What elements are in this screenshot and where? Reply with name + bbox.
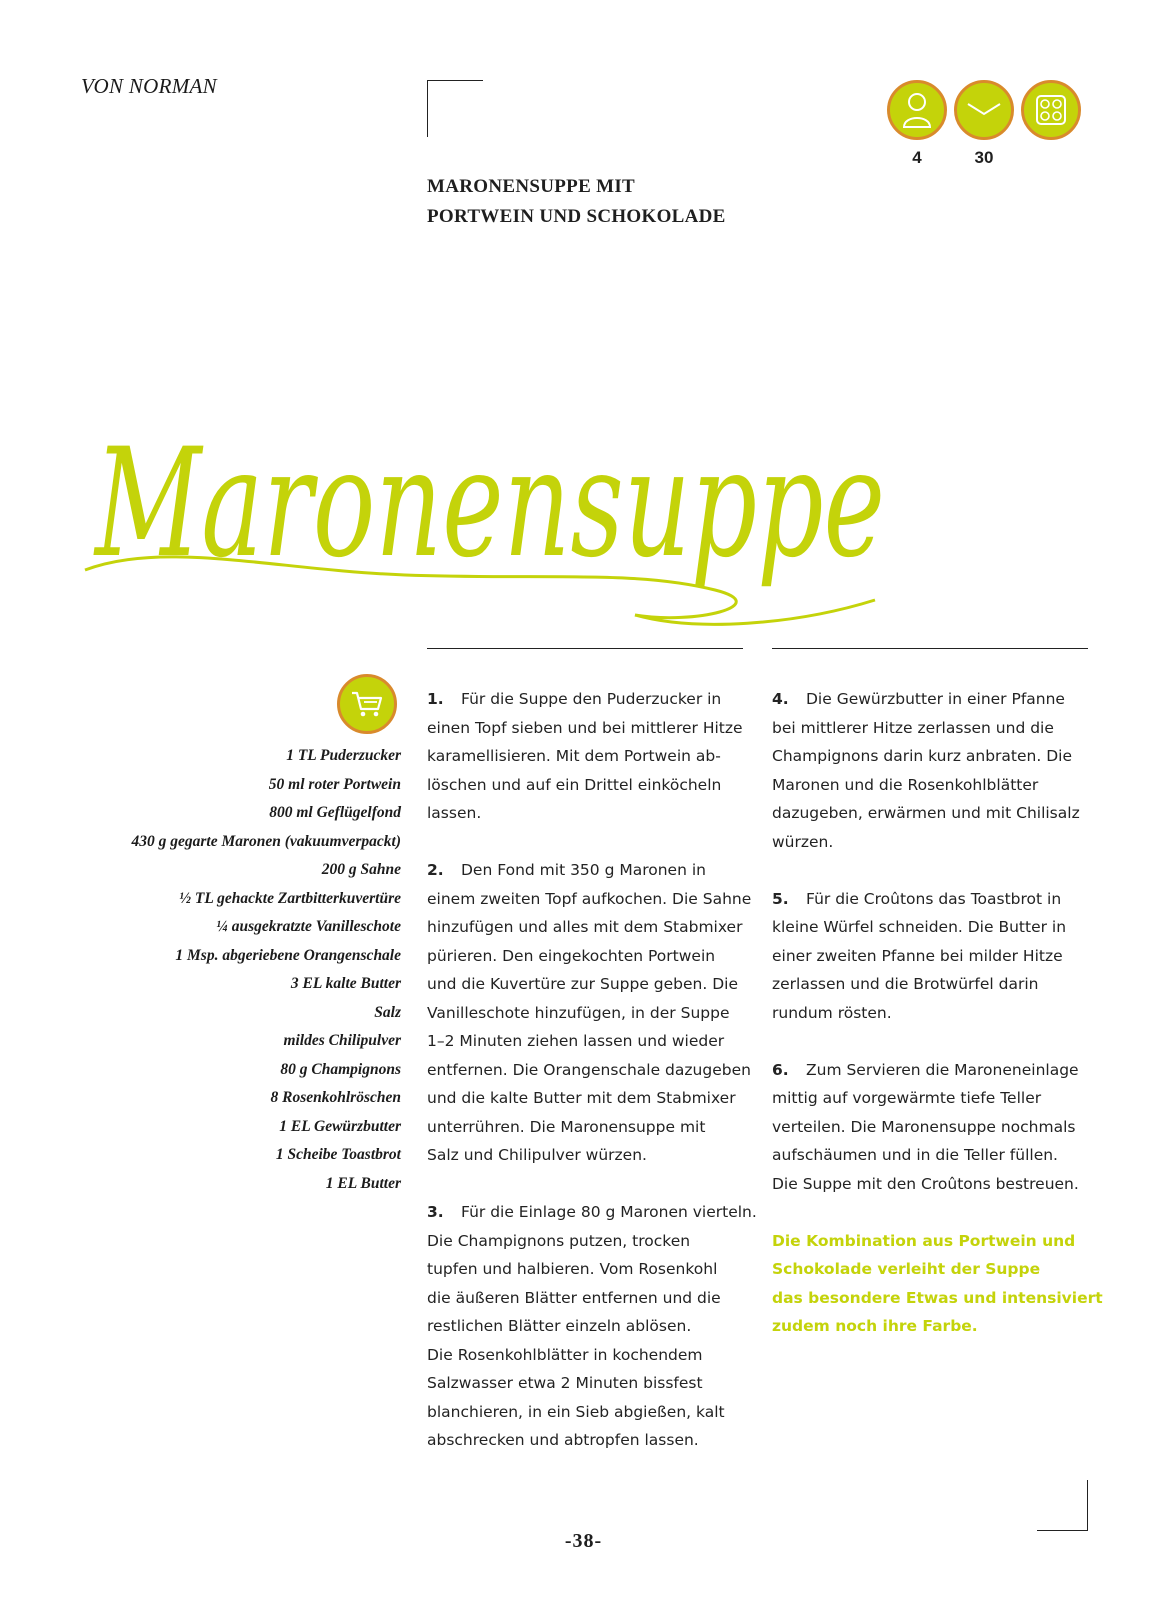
step-text-line: verteilen. Die Maronensuppe nochmals xyxy=(772,1117,1076,1136)
steps-column-right xyxy=(772,685,1103,1341)
step-number: 2. xyxy=(427,861,444,879)
step-text-line: Den Fond mit 350 g Maronen in xyxy=(461,861,706,879)
column-rule-left xyxy=(427,648,743,649)
time-badge xyxy=(954,80,1014,140)
step-text-line: zerlassen und die Brotwürfel darin xyxy=(772,975,1039,993)
ingredient-item: 200 g Sahne xyxy=(321,861,401,878)
stove-badge xyxy=(1021,80,1081,140)
step-text-line: tupfen und halbieren. Vom Rosenkohl xyxy=(427,1260,718,1278)
recipe-tip xyxy=(772,1227,1103,1341)
step-number: 5. xyxy=(772,889,789,908)
ingredients-badge xyxy=(337,674,397,734)
step-text-line: unterrühren. Die Maronensuppe mit xyxy=(427,1117,706,1136)
ingredient-item: ¼ ausgekratzte Vanilleschote xyxy=(216,918,401,935)
ingredients-list xyxy=(71,742,401,1198)
step-number: 3. xyxy=(427,1203,444,1221)
ingredient-item: 80 g Champignons xyxy=(280,1060,401,1078)
step-4 xyxy=(772,685,1097,856)
page-number: -38- xyxy=(564,1530,603,1552)
step-text-line: 1–2 Minuten ziehen lassen und wieder xyxy=(427,1032,725,1050)
step-text-line: Maronen und die Rosenkohlblätter xyxy=(772,775,1039,794)
ingredient-item: ½ TL gehackte Zartbitterkuvertüre xyxy=(179,889,401,907)
step-text-line: Die Gewürzbutter in einer Pfanne xyxy=(806,690,1065,708)
ingredient-item: 50 ml roter Portwein xyxy=(268,775,401,793)
servings-badge xyxy=(887,80,947,140)
ingredient-item: 1 Msp. abgeriebene Orangenschale xyxy=(175,946,401,964)
step-text-line: aufschäumen und in die Teller füllen. xyxy=(772,1146,1058,1164)
step-text-line: hinzufügen und alles mit dem Stabmixer xyxy=(427,918,743,936)
cart-icon xyxy=(350,689,384,719)
step-2 xyxy=(427,856,752,1170)
tip-line: das besondere Etwas und intensiviert xyxy=(772,1288,1103,1307)
step-number: 4. xyxy=(772,690,789,708)
ingredient-item: 8 Rosenkohlröschen xyxy=(270,1089,401,1106)
subtitle-line: PORTWEIN UND SCHOKOLADE xyxy=(427,206,726,227)
step-5 xyxy=(772,885,1097,1028)
step-text-line: blanchieren, in ein Sieb abgießen, kalt xyxy=(427,1402,725,1421)
person-icon xyxy=(900,91,934,129)
step-text-line: restlichen Blätter einzeln ablösen. xyxy=(427,1317,692,1335)
step-text-line: einem zweiten Topf aufkochen. Die Sahne xyxy=(427,889,752,908)
ingredient-item: 430 g gegarte Maronen (vakuumverpackt) xyxy=(131,832,401,850)
ingredient-item: Salz xyxy=(374,1003,401,1021)
step-text-line: kleine Würfel schneiden. Die Butter in xyxy=(772,918,1067,936)
step-number: 6. xyxy=(772,1060,789,1079)
step-3 xyxy=(427,1198,757,1455)
step-text-line: bei mittlerer Hitze zerlassen und die xyxy=(772,718,1054,737)
step-text-line: löschen und auf ein Drittel einköcheln xyxy=(427,775,722,794)
tip-line: Die Kombination aus Portwein und xyxy=(772,1231,1076,1250)
ingredient-item: 1 TL Puderzucker xyxy=(286,747,401,764)
tip-line: zudem noch ihre Farbe. xyxy=(772,1317,978,1335)
tip-line: Schokolade verleiht der Suppe xyxy=(772,1260,1041,1278)
step-text-line: Für die Einlage 80 g Maronen vierteln. xyxy=(461,1203,757,1221)
steps-column-middle xyxy=(427,685,757,1455)
ingredient-item: 1 EL Butter xyxy=(325,1174,401,1192)
step-text-line: Salzwasser etwa 2 Minuten bissfest xyxy=(427,1374,703,1392)
step-text-line: Die Suppe mit den Croûtons bestreuen. xyxy=(772,1174,1079,1193)
script-title xyxy=(75,417,945,650)
step-text-line: Zum Servieren die Maroneneinlage xyxy=(806,1060,1079,1079)
step-text-line: Vanilleschote hinzufügen, in der Suppe xyxy=(427,1003,730,1022)
step-text-line: abschrecken und abtropfen lassen. xyxy=(427,1431,699,1449)
step-text-line: einer zweiten Pfanne bei milder Hitze xyxy=(772,946,1063,965)
step-text-line: pürieren. Den eingekochten Portwein xyxy=(427,946,716,965)
step-text-line: Die Champignons putzen, trocken xyxy=(427,1231,691,1250)
step-text-line: Salz und Chilipulver würzen. xyxy=(427,1146,647,1164)
script-title-text: Maronensuppe xyxy=(92,417,886,591)
corner-mark-top-left xyxy=(427,80,483,137)
step-text-line: und die Kuvertüre zur Suppe geben. Die xyxy=(427,975,738,993)
ingredient-item: 800 ml Geflügelfond xyxy=(269,804,401,821)
step-6 xyxy=(772,1056,1097,1199)
step-text-line: die äußeren Blätter entfernen und die xyxy=(427,1288,721,1307)
step-text-line: einen Topf sieben und bei mittlerer Hitze xyxy=(427,718,743,737)
step-text-line: mittig auf vorgewärmte tiefe Teller xyxy=(772,1089,1042,1107)
corner-mark-bottom-right xyxy=(1037,1480,1088,1531)
recipe-subtitle xyxy=(427,172,726,232)
time-value: 30 xyxy=(974,148,994,167)
step-text-line: Die Rosenkohlblätter in kochendem xyxy=(427,1345,703,1364)
clock-icon xyxy=(964,98,1004,122)
step-text-line: Champignons darin kurz anbraten. Die xyxy=(772,747,1072,765)
ingredient-item: mildes Chilipulver xyxy=(283,1032,401,1049)
subtitle-line: MARONENSUPPE MIT xyxy=(427,176,635,197)
step-text-line: und die kalte Butter mit dem Stabmixer xyxy=(427,1089,736,1107)
servings-value: 4 xyxy=(912,148,922,167)
column-rule-right xyxy=(772,648,1088,649)
ingredient-item: 1 EL Gewürzbutter xyxy=(279,1117,401,1135)
step-text-line: rundum rösten. xyxy=(772,1003,892,1022)
step-text-line: würzen. xyxy=(772,832,834,851)
stove-icon xyxy=(1034,93,1068,127)
step-text-line: entfernen. Die Orangenschale dazugeben xyxy=(427,1060,751,1079)
step-1 xyxy=(427,685,752,828)
ingredient-item: 1 Scheibe Toastbrot xyxy=(275,1146,401,1163)
step-text-line: Für die Suppe den Puderzucker in xyxy=(461,690,722,708)
author-line: VON NORMAN xyxy=(81,74,217,98)
step-text-line: lassen. xyxy=(427,804,482,822)
step-text-line: karamellisieren. Mit dem Portwein ab- xyxy=(427,747,721,765)
step-text-line: Für die Croûtons das Toastbrot in xyxy=(806,889,1062,908)
ingredient-item: 3 EL kalte Butter xyxy=(290,975,401,992)
step-text-line: dazugeben, erwärmen und mit Chilisalz xyxy=(772,804,1080,822)
step-number: 1. xyxy=(427,690,444,708)
